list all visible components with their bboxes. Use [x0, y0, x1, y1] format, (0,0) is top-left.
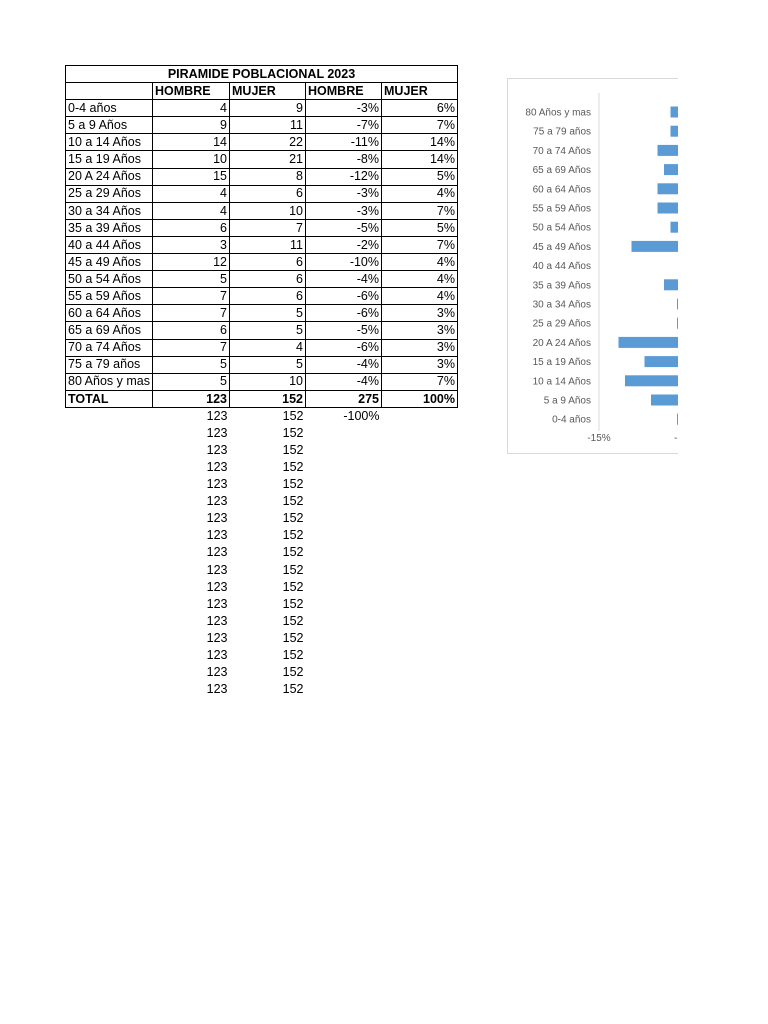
extra-value-cell: 152 [282, 562, 304, 577]
extra-value-cell: 123 [206, 511, 228, 526]
bar [671, 222, 679, 233]
value-cell: 8 [230, 168, 306, 185]
value-cell: 4 [230, 339, 306, 356]
value-cell: 4% [382, 288, 458, 305]
extra-row [66, 561, 458, 578]
table-row [66, 339, 458, 356]
value-cell: 6 [153, 322, 230, 339]
empty-cell [382, 527, 458, 544]
value-cell: 5% [382, 219, 458, 236]
category-label: 25 a 29 Años [532, 318, 591, 330]
header-row [66, 83, 458, 100]
value-cell: 4% [382, 185, 458, 202]
extra-value-cell [306, 595, 382, 612]
value-cell: -11% [306, 134, 382, 151]
value-cell: -3% [306, 100, 382, 117]
age-group-cell: 5 a 9 Años [66, 117, 153, 134]
extra-value-cell: 123 [206, 408, 228, 423]
value-cell: 4 [153, 185, 230, 202]
value-cell: -4% [306, 356, 382, 373]
category-label: 15 a 19 Años [532, 357, 591, 369]
table-row [66, 185, 458, 202]
age-group-cell: 20 A 24 Años [66, 168, 153, 185]
extra-row [66, 493, 458, 510]
extra-value-cell: 123 [206, 477, 228, 492]
value-cell: 5 [230, 305, 306, 322]
table-row [66, 100, 458, 117]
table-row [66, 271, 458, 288]
value-cell: 3 [153, 236, 230, 253]
extra-value-cell: 152 [282, 682, 304, 697]
column-header [66, 83, 153, 100]
age-group-cell: 55 a 59 Años [66, 288, 153, 305]
value-cell: 11 [230, 236, 306, 253]
extra-value-cell: 152 [282, 613, 304, 628]
value-cell: 3% [382, 339, 458, 356]
extra-row [66, 613, 458, 630]
table-row [66, 356, 458, 373]
extra-value-cell: 123 [206, 613, 228, 628]
extra-value-cell: -100% [343, 408, 380, 423]
extra-value-cell [306, 510, 382, 527]
value-cell: 6 [230, 254, 306, 271]
age-group-cell: 70 a 74 Años [66, 339, 153, 356]
total-value: 152 [230, 390, 306, 407]
empty-cell [66, 442, 153, 459]
population-table [65, 65, 458, 698]
empty-cell [66, 476, 153, 493]
value-cell: 3% [382, 356, 458, 373]
value-cell: 6 [230, 271, 306, 288]
extra-row [66, 442, 458, 459]
bar [677, 299, 678, 310]
value-cell: -2% [306, 236, 382, 253]
category-label: 35 a 39 Años [532, 280, 591, 292]
table-row [66, 322, 458, 339]
table-row [66, 151, 458, 168]
extra-value-cell [306, 578, 382, 595]
column-header: MUJER [230, 83, 306, 100]
empty-cell [382, 510, 458, 527]
age-group-cell: 10 a 14 Años [66, 134, 153, 151]
empty-cell [382, 681, 458, 698]
empty-cell [66, 424, 153, 441]
extra-row [66, 681, 458, 698]
table-row [66, 168, 458, 185]
empty-cell [66, 681, 153, 698]
value-cell: -12% [306, 168, 382, 185]
value-cell: 10 [230, 202, 306, 219]
category-label: 30 a 34 Años [532, 299, 591, 311]
extra-value-cell: 123 [206, 579, 228, 594]
value-cell: 5 [153, 271, 230, 288]
total-value: 100% [382, 390, 458, 407]
value-cell: -3% [306, 185, 382, 202]
extra-value-cell: 123 [206, 647, 228, 662]
extra-value-cell [306, 442, 382, 459]
value-cell: -4% [306, 271, 382, 288]
table-row [66, 219, 458, 236]
bar [677, 318, 678, 329]
total-value: 123 [153, 390, 230, 407]
empty-cell [382, 561, 458, 578]
column-header: HOMBRE [153, 83, 230, 100]
extra-row [66, 510, 458, 527]
category-label: 10 a 14 Años [532, 376, 591, 388]
table-row [66, 202, 458, 219]
value-cell: 22 [230, 134, 306, 151]
extra-value-cell: 123 [206, 528, 228, 543]
extra-value-cell [306, 544, 382, 561]
extra-value-cell: 152 [282, 494, 304, 509]
age-group-cell: 80 Años y mas [66, 373, 153, 390]
age-group-cell: 65 a 69 Años [66, 322, 153, 339]
table-row [66, 254, 458, 271]
empty-cell [66, 459, 153, 476]
extra-value-cell: 123 [206, 562, 228, 577]
total-label: TOTAL [66, 390, 153, 407]
value-cell: 9 [153, 117, 230, 134]
extra-row [66, 424, 458, 441]
empty-cell [66, 493, 153, 510]
value-cell: 9 [230, 100, 306, 117]
empty-cell [66, 561, 153, 578]
total-value: 275 [306, 390, 382, 407]
value-cell: 4% [382, 271, 458, 288]
empty-cell [382, 595, 458, 612]
age-group-cell: 25 a 29 Años [66, 185, 153, 202]
value-cell: 14% [382, 134, 458, 151]
extra-value-cell [306, 647, 382, 664]
age-group-cell: 40 a 44 Años [66, 236, 153, 253]
empty-cell [66, 527, 153, 544]
value-cell: 7% [382, 117, 458, 134]
age-group-cell: 75 a 79 años [66, 356, 153, 373]
empty-cell [66, 664, 153, 681]
table-row [66, 236, 458, 253]
extra-value-cell: 123 [206, 494, 228, 509]
extra-value-cell [306, 664, 382, 681]
table-row [66, 134, 458, 151]
empty-cell [66, 647, 153, 664]
empty-cell [66, 613, 153, 630]
value-cell: -7% [306, 117, 382, 134]
value-cell: 3% [382, 322, 458, 339]
extra-value-cell [306, 476, 382, 493]
empty-cell [382, 647, 458, 664]
bar [671, 126, 679, 137]
category-label: 5 a 9 Años [543, 395, 591, 407]
value-cell: 6 [153, 219, 230, 236]
extra-value-cell [306, 527, 382, 544]
extra-row [66, 527, 458, 544]
title-row [66, 66, 458, 83]
empty-cell [382, 630, 458, 647]
value-cell: 12 [153, 254, 230, 271]
value-cell: 7% [382, 202, 458, 219]
extra-value-cell: 152 [282, 477, 304, 492]
extra-value-cell: 123 [206, 545, 228, 560]
value-cell: 7% [382, 373, 458, 390]
extra-value-cell: 152 [282, 630, 304, 645]
bar [658, 183, 679, 194]
chart-plot-area [508, 79, 678, 453]
value-cell: -3% [306, 202, 382, 219]
extra-value-cell: 123 [206, 459, 228, 474]
empty-cell [382, 442, 458, 459]
value-cell: 11 [230, 117, 306, 134]
extra-value-cell [306, 459, 382, 476]
value-cell: 7 [153, 288, 230, 305]
empty-cell [66, 407, 153, 424]
extra-value-cell: 123 [206, 425, 228, 440]
extra-row [66, 459, 458, 476]
bar [645, 356, 679, 367]
extra-value-cell [306, 561, 382, 578]
table-row [66, 373, 458, 390]
extra-value-cell: 152 [282, 665, 304, 680]
extra-value-cell: 152 [282, 459, 304, 474]
value-cell: 10 [153, 151, 230, 168]
category-label: 20 A 24 Años [532, 337, 591, 349]
value-cell: 6% [382, 100, 458, 117]
table-row [66, 117, 458, 134]
empty-cell [382, 578, 458, 595]
extra-row [66, 578, 458, 595]
extra-value-cell: 152 [282, 647, 304, 662]
category-label: 80 Años y mas [525, 107, 591, 119]
extra-value-cell: 123 [206, 630, 228, 645]
empty-cell [66, 595, 153, 612]
empty-cell [382, 476, 458, 493]
value-cell: 7 [153, 305, 230, 322]
empty-cell [66, 510, 153, 527]
extra-value-cell: 123 [206, 665, 228, 680]
value-cell: 14% [382, 151, 458, 168]
extra-value-cell [306, 493, 382, 510]
value-cell: 14 [153, 134, 230, 151]
table-row [66, 305, 458, 322]
extra-row [66, 544, 458, 561]
extra-value-cell: 123 [206, 442, 228, 457]
category-label: 60 a 64 Años [532, 184, 591, 196]
extra-value-cell: 152 [282, 545, 304, 560]
total-row [66, 390, 458, 407]
x-tick-label: -15% [587, 433, 611, 444]
extra-value-cell [306, 630, 382, 647]
bar [625, 375, 678, 386]
age-group-cell: 0-4 años [66, 100, 153, 117]
bar [658, 145, 679, 156]
bar [664, 279, 678, 290]
value-cell: 4 [153, 100, 230, 117]
value-cell: 5 [230, 356, 306, 373]
extra-value-cell: 152 [282, 579, 304, 594]
extra-row [66, 630, 458, 647]
age-group-cell: 60 a 64 Años [66, 305, 153, 322]
bar [619, 337, 679, 348]
value-cell: 7 [153, 339, 230, 356]
bar [658, 203, 679, 214]
extra-value-cell: 123 [206, 596, 228, 611]
category-label: 75 a 79 años [533, 126, 591, 138]
category-label: 0-4 años [552, 414, 591, 426]
value-cell: -10% [306, 254, 382, 271]
population-pyramid-chart [507, 78, 678, 454]
column-header: HOMBRE [306, 83, 382, 100]
bar [664, 164, 678, 175]
category-label: 45 a 49 Años [532, 241, 591, 253]
value-cell: 7% [382, 236, 458, 253]
empty-cell [382, 424, 458, 441]
value-cell: -6% [306, 339, 382, 356]
age-group-cell: 35 a 39 Años [66, 219, 153, 236]
value-cell: 5 [230, 322, 306, 339]
bar [632, 241, 679, 252]
empty-cell [382, 613, 458, 630]
value-cell: 15 [153, 168, 230, 185]
extra-value-cell: 123 [206, 682, 228, 697]
category-label: 40 a 44 Años [532, 261, 591, 273]
extra-value-cell: 152 [282, 425, 304, 440]
bar [677, 414, 678, 425]
empty-cell [382, 407, 458, 424]
value-cell: 4% [382, 254, 458, 271]
extra-row [66, 476, 458, 493]
category-label: 50 a 54 Años [532, 222, 591, 234]
extra-value-cell: 152 [282, 511, 304, 526]
column-header: MUJER [382, 83, 458, 100]
empty-cell [66, 578, 153, 595]
value-cell: -5% [306, 219, 382, 236]
value-cell: 3% [382, 305, 458, 322]
bar [671, 107, 679, 118]
value-cell: -6% [306, 305, 382, 322]
value-cell: 21 [230, 151, 306, 168]
age-group-cell: 45 a 49 Años [66, 254, 153, 271]
value-cell: 6 [230, 185, 306, 202]
value-cell: 7 [230, 219, 306, 236]
empty-cell [382, 459, 458, 476]
category-label: 65 a 69 Años [532, 165, 591, 177]
value-cell: -8% [306, 151, 382, 168]
value-cell: 4 [153, 202, 230, 219]
table-row [66, 288, 458, 305]
extra-row [66, 407, 458, 424]
empty-cell [382, 493, 458, 510]
value-cell: 5 [153, 356, 230, 373]
age-group-cell: 30 a 34 Años [66, 202, 153, 219]
extra-value-cell [306, 681, 382, 698]
extra-value-cell [306, 424, 382, 441]
x-tick-label: - [674, 433, 678, 444]
category-label: 55 a 59 Años [532, 203, 591, 215]
empty-cell [382, 664, 458, 681]
table-title: PIRAMIDE POBLACIONAL 2023 [66, 66, 458, 83]
value-cell: 6 [230, 288, 306, 305]
value-cell: -4% [306, 373, 382, 390]
value-cell: 10 [230, 373, 306, 390]
extra-value-cell: 152 [282, 408, 304, 423]
extra-row [66, 664, 458, 681]
age-group-cell: 15 a 19 Años [66, 151, 153, 168]
value-cell: 5 [153, 373, 230, 390]
category-label: 70 a 74 Años [532, 145, 591, 157]
bar [651, 395, 678, 406]
extra-value-cell: 152 [282, 596, 304, 611]
extra-value-cell: 152 [282, 528, 304, 543]
empty-cell [66, 544, 153, 561]
value-cell: -5% [306, 322, 382, 339]
extra-row [66, 647, 458, 664]
empty-cell [66, 630, 153, 647]
value-cell: 5% [382, 168, 458, 185]
empty-cell [382, 544, 458, 561]
age-group-cell: 50 a 54 Años [66, 271, 153, 288]
extra-value-cell: 152 [282, 442, 304, 457]
extra-value-cell [306, 613, 382, 630]
value-cell: -6% [306, 288, 382, 305]
extra-row [66, 595, 458, 612]
